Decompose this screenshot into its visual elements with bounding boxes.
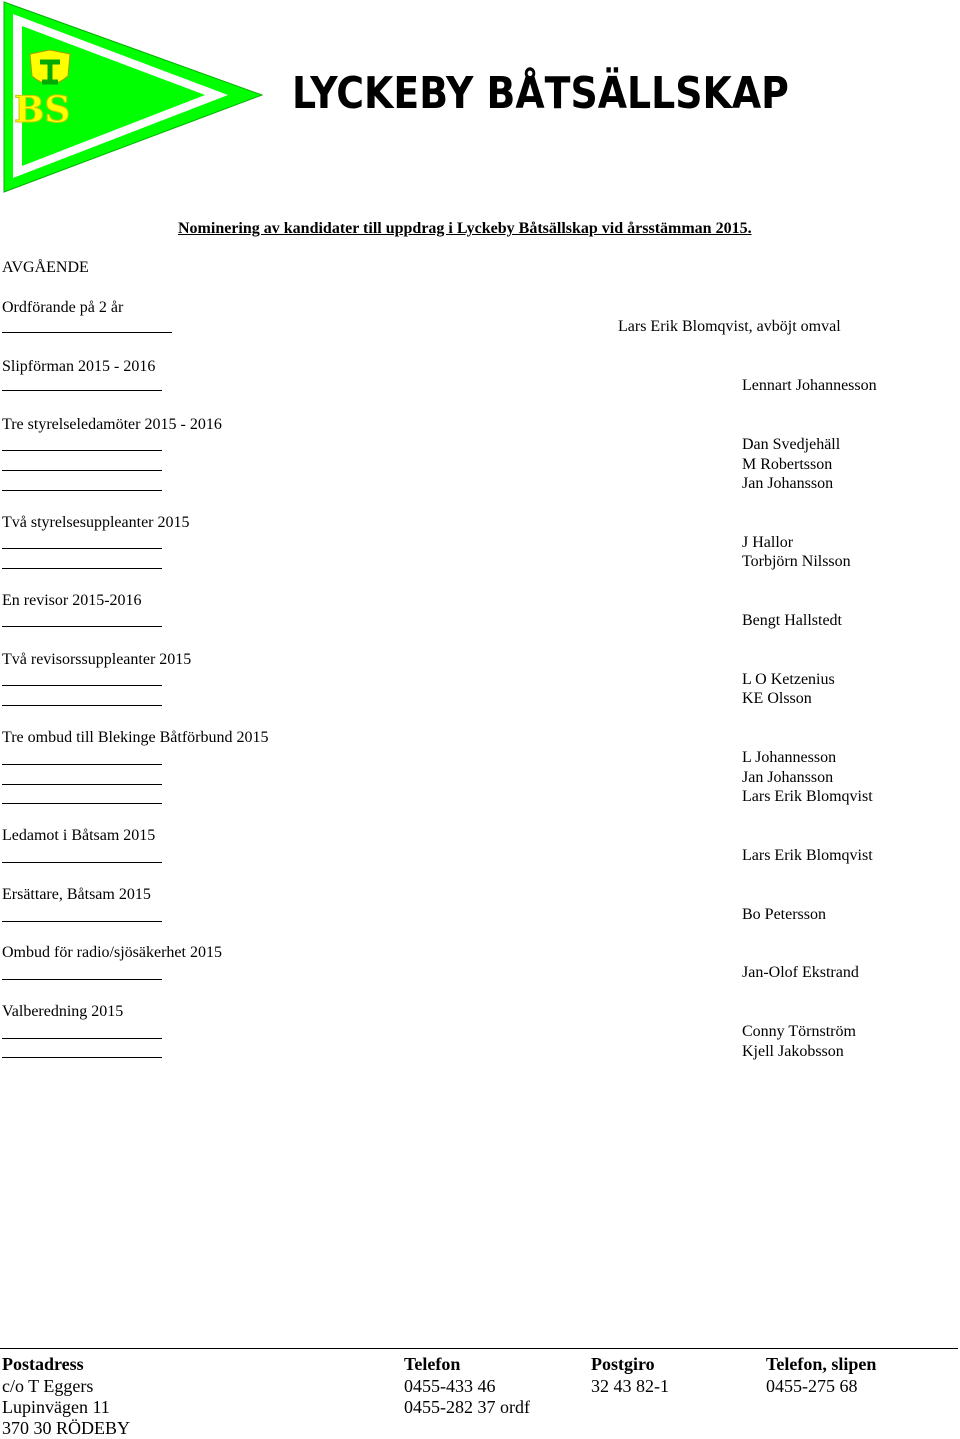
footer-address-line: c/o T Eggers [2, 1376, 94, 1396]
footer-postgiro-value: 32 43 82-1 [591, 1376, 669, 1396]
nominee-name: Bengt Hallstedt [742, 612, 842, 629]
footer-slipen-heading: Telefon, slipen [766, 1354, 877, 1374]
section-label: Två styrelsesuppleanter 2015 [2, 514, 190, 531]
blank-line [2, 390, 162, 391]
section-label: Ombud för radio/sjösäkerhet 2015 [2, 944, 222, 961]
blank-line [2, 332, 172, 333]
nominee-name: L Johannesson [742, 749, 837, 766]
section-label: Ersättare, Båtsam 2015 [2, 886, 151, 903]
footer-phone-line: 0455-433 46 [404, 1376, 496, 1396]
emblem-shield-icon [30, 50, 70, 84]
blank-line [2, 1038, 162, 1039]
nominee-name: M Robertsson [742, 456, 833, 473]
section-label: Två revisorssuppleanter 2015 [2, 651, 192, 668]
nominee-name: Lars Erik Blomqvist, avböjt omval [618, 318, 841, 335]
document-heading: Nominering av kandidater till uppdrag i Lyckeby Båtsällskap vid årsstämman 2015. [178, 220, 752, 237]
section-label: Slipförman 2015 - 2016 [2, 358, 156, 375]
footer-postgiro-heading: Postgiro [591, 1354, 655, 1374]
blank-line [2, 784, 162, 785]
section-label: En revisor 2015-2016 [2, 592, 142, 609]
blank-line [2, 470, 162, 471]
footer-rule [0, 1348, 958, 1349]
footer-phone-line: 0455-282 37 ordf [404, 1397, 530, 1417]
nominee-name: Bo Petersson [742, 906, 826, 923]
section-label: Tre styrelseledamöter 2015 - 2016 [2, 416, 222, 433]
nominee-name: Lars Erik Blomqvist [742, 788, 873, 805]
blank-line [2, 626, 162, 627]
blank-line [2, 548, 162, 549]
nominee-name: Conny Törnström [742, 1023, 856, 1040]
nominee-name: Lennart Johannesson [742, 377, 877, 394]
blank-line [2, 1057, 162, 1058]
section-label: Ordförande på 2 år [2, 299, 124, 316]
club-name-title: LYCKEBY BÅTSÄLLSKAP [292, 68, 789, 119]
nominee-name: Jan Johansson [742, 769, 834, 786]
nominee-name: Kjell Jakobsson [742, 1043, 844, 1060]
footer-slipen-phone: 0455-275 68 [766, 1376, 858, 1396]
blank-line [2, 685, 162, 686]
nominee-name: Jan Johansson [742, 475, 834, 492]
section-label: Valberedning 2015 [2, 1003, 124, 1020]
footer-address-line: Lupinvägen 11 [2, 1397, 110, 1417]
nominee-name: Jan-Olof Ekstrand [742, 964, 859, 981]
blank-line [2, 764, 162, 765]
blank-line [2, 568, 162, 569]
avgaende-label: AVGÅENDE [2, 259, 89, 276]
blank-line [2, 862, 162, 863]
blank-line [2, 921, 162, 922]
blank-line [2, 979, 162, 980]
blank-line [2, 803, 162, 804]
logo-letters: BS [14, 89, 71, 131]
footer-postadress-heading: Postadress [2, 1354, 84, 1374]
nominee-name: Lars Erik Blomqvist [742, 847, 873, 864]
nominee-name: Dan Svedjehäll [742, 436, 841, 453]
footer-telefon-heading: Telefon [404, 1354, 461, 1374]
blank-line [2, 450, 162, 451]
nominee-name: KE Olsson [742, 690, 812, 707]
nominee-name: L O Ketzenius [742, 671, 835, 688]
blank-line [2, 705, 162, 706]
blank-line [2, 490, 162, 491]
club-pennant-logo [0, 0, 265, 195]
section-label: Ledamot i Båtsam 2015 [2, 827, 156, 844]
footer-address-line: 370 30 RÖDEBY [2, 1418, 131, 1438]
nominee-name: J Hallor [742, 534, 794, 551]
section-label: Tre ombud till Blekinge Båtförbund 2015 [2, 729, 269, 746]
nominee-name: Torbjörn Nilsson [742, 553, 851, 570]
